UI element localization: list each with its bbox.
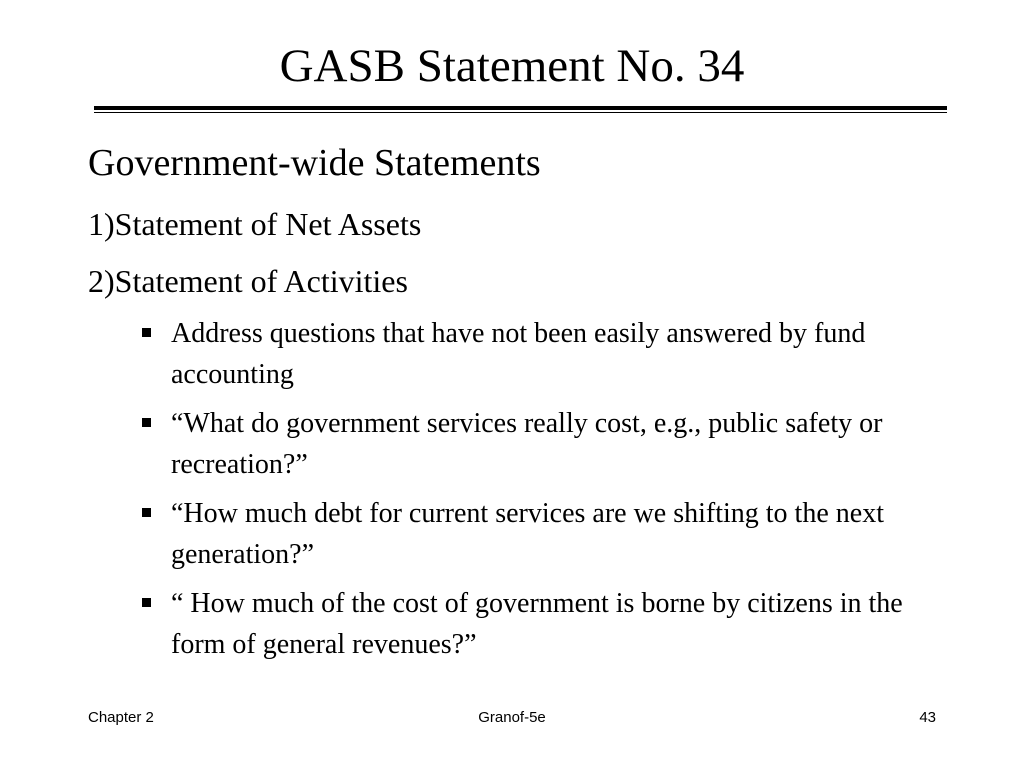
bullet-list (140, 313, 940, 673)
title-divider-thick (94, 106, 947, 110)
footer-page-number: 43 (919, 709, 936, 726)
bullet-text: “How much debt for current services are we shifting to the next generation?” (171, 498, 884, 570)
square-bullet-icon (142, 508, 151, 517)
square-bullet-icon (142, 598, 151, 607)
bullet-item (140, 583, 940, 665)
bullet-item (140, 493, 940, 575)
square-bullet-icon (142, 328, 151, 337)
bullet-item (140, 403, 940, 485)
footer-source: Granof-5e (478, 709, 546, 726)
bullet-text: Address questions that have not been easily answered by fund accounting (171, 318, 866, 390)
section-heading: Government-wide Statements (88, 142, 541, 184)
footer-chapter: Chapter 2 (88, 709, 154, 726)
square-bullet-icon (142, 418, 151, 427)
bullet-text: “ How much of the cost of government is borne by citizens in the form of general revenues?” (171, 588, 903, 660)
slide-title: GASB Statement No. 34 (279, 40, 745, 92)
bullet-item (140, 313, 940, 395)
list-item-statement-of-activities: 2)Statement of Activities (88, 263, 408, 299)
bullet-text: “What do government services really cost, e.g., public safety or recreation?” (171, 408, 883, 480)
list-item-statement-of-net-assets: 1)Statement of Net Assets (88, 206, 422, 242)
title-divider-thin (94, 112, 947, 113)
